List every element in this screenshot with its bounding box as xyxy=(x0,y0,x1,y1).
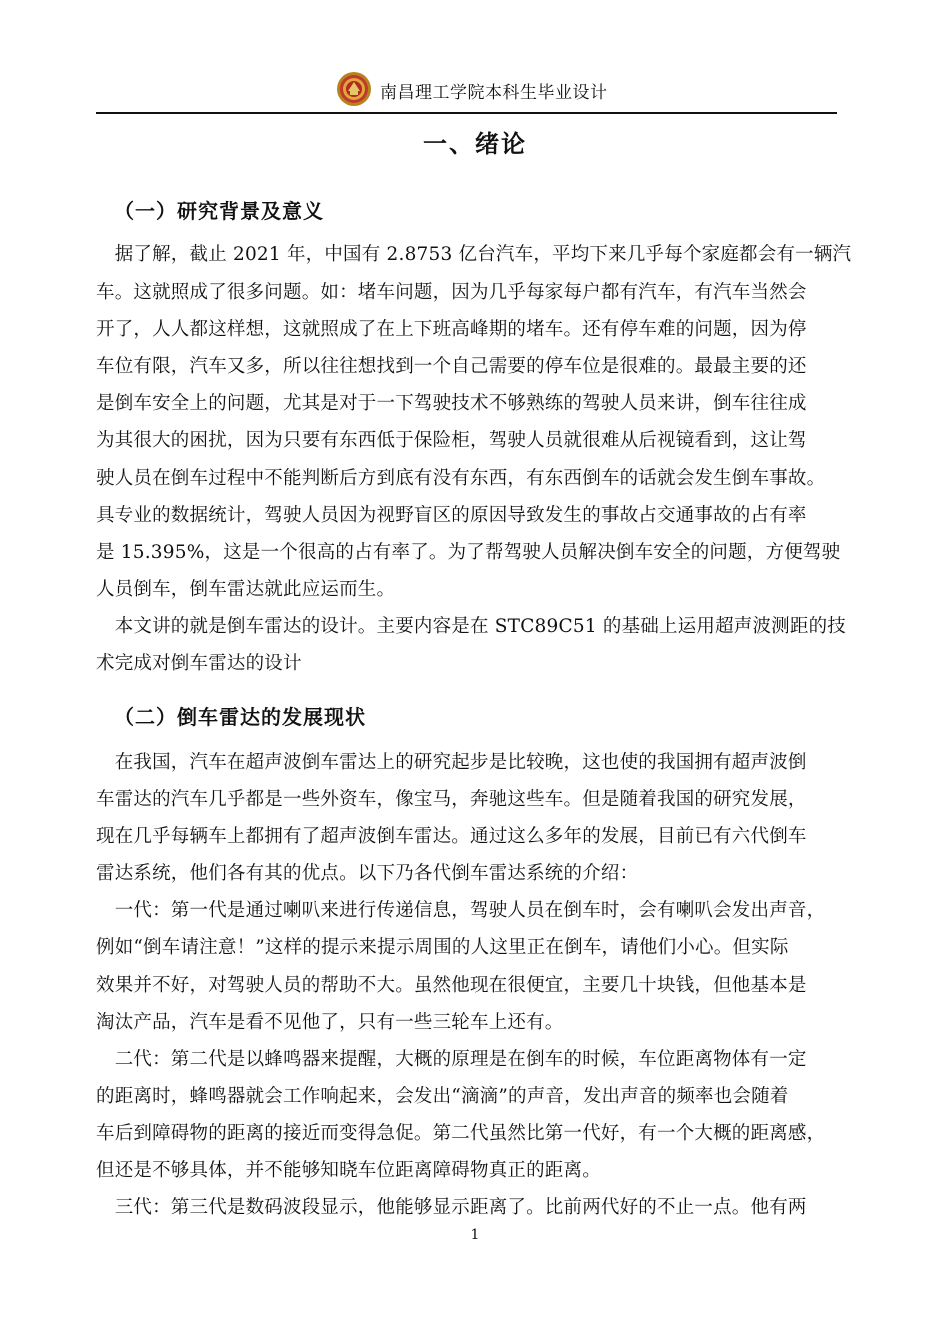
university-logo-icon xyxy=(336,71,372,107)
paragraph-line: 车后到障碍物的距离的接近而变得急促。第二代虽然比第一代好，有一个大概的距离感， xyxy=(96,1123,826,1144)
paragraph-line: 的距离时，蜂鸣器就会工作响起来，会发出“滴滴”的声音，发出声音的频率也会随着 xyxy=(96,1086,789,1107)
paragraph-line: 是倒车安全上的问题，尤其是对于一下驾驶技术不够熟练的驾驶人员来讲，倒车往往成 xyxy=(96,393,807,414)
paragraph-line: 现在几乎每辆车上都拥有了超声波倒车雷达。通过这么多年的发展，目前已有六代倒车 xyxy=(96,826,807,847)
paragraph-line: 驶人员在倒车过程中不能判断后方到底有没有东西，有东西倒车的话就会发生倒车事故。 xyxy=(96,468,826,489)
paragraph-line: 车雷达的汽车几乎都是一些外资车，像宝马，奔驰这些车。但是随着我国的研究发展， xyxy=(96,789,807,810)
chapter-title: 一、绪论 xyxy=(423,130,527,158)
header-divider xyxy=(96,112,837,114)
paragraph-line: 二代：第二代是以蜂鸣器来提醒，大概的原理是在倒车的时候，车位距离物体有一定 xyxy=(96,1049,807,1070)
paragraph-line: 但还是不够具体，并不能够知晓车位距离障碍物真正的距离。 xyxy=(96,1160,601,1181)
page-header xyxy=(0,68,950,112)
header-title: 南昌理工学院本科生毕业设计 xyxy=(380,83,608,103)
paragraph-line: 淘汰产品，汽车是看不见他了，只有一些三轮车上还有。 xyxy=(96,1012,564,1033)
paragraph-line: 一代：第一代是通过喇叭来进行传递信息，驾驶人员在倒车时，会有喇叭会发出声音， xyxy=(96,900,826,921)
paragraph-line: 三代：第三代是数码波段显示，他能够显示距离了。比前两代好的不止一点。他有两 xyxy=(96,1197,807,1218)
section-heading: （二）倒车雷达的发展现状 xyxy=(114,705,366,729)
page-number: 1 xyxy=(470,1227,480,1243)
paragraph-line: 车。这就照成了很多问题。如：堵车问题，因为几乎每家每户都有汽车，有汽车当然会 xyxy=(96,282,807,303)
paragraph-line: 雷达系统，他们各有其的优点。以下乃各代倒车雷达系统的介绍： xyxy=(96,863,639,884)
paragraph-line: 具专业的数据统计，驾驶人员因为视野盲区的原因导致发生的事故占交通事故的占有率 xyxy=(96,505,807,526)
paragraph-line: 人员倒车，倒车雷达就此应运而生。 xyxy=(96,579,396,600)
paragraph-line: 效果并不好，对驾驶人员的帮助不大。虽然他现在很便宜，主要几十块钱，但他基本是 xyxy=(96,975,807,996)
paragraph-line: 例如“倒车请注意！”这样的提示来提示周围的人这里正在倒车，请他们小心。但实际 xyxy=(96,937,789,958)
paragraph-line: 本文讲的就是倒车雷达的设计。主要内容是在 STC89C51 的基础上运用超声波测距的技 xyxy=(96,616,846,637)
paragraph-line: 据了解，截止 2021 年，中国有 2.8753 亿台汽车，平均下来几乎每个家庭都会有一辆汽 xyxy=(96,244,852,265)
section-heading: （一）研究背景及意义 xyxy=(114,199,324,223)
paragraph-line: 车位有限，汽车又多，所以往往想找到一个自己需要的停车位是很难的。最最主要的还 xyxy=(96,356,807,377)
paragraph-line: 术完成对倒车雷达的设计 xyxy=(96,653,302,674)
paragraph-line: 是 15.395%，这是一个很高的占有率了。为了帮驾驶人员解决倒车安全的问题，方便驾驶 xyxy=(96,542,841,563)
paragraph-line: 开了，人人都这样想，这就照成了在上下班高峰期的堵车。还有停车难的问题，因为停 xyxy=(96,319,807,340)
paragraph-line: 为其很大的困扰，因为只要有东西低于保险柜，驾驶人员就很难从后视镜看到，这让驾 xyxy=(96,430,807,451)
paragraph-line: 在我国，汽车在超声波倒车雷达上的研究起步是比较晚，这也使的我国拥有超声波倒 xyxy=(96,752,807,773)
